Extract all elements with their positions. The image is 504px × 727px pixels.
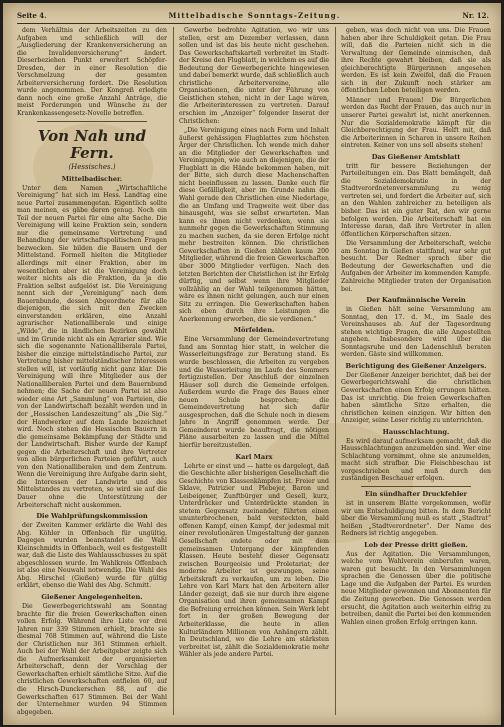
paragraph: Unter dem Namen „Wirtschaftliche Vereinigung“ hat sich im Hess. Landtag eine neue Partei zusammengetan. Eigentlich sollte man meinen, es gäbe deren genug. Noch ein Teil der neuen Partei für eine alte Sache. Die Vereinigung will keine Fraktion sein, sondern nur die gemeinsame Vertretung und Behandlung der wirtschaftspolitischen Fragen bezwecken. Sie bilden die Bauern und der Mittelstand. Formell hielten die Mitglieder allerdings mit einer Fraktion, aber im wesentlichen aber ist die Vereinigung doch weiter nichts als die Fraktion, da ja die Fraktion selbst aufgelöst ist. Die Vereinigung nennt sich der „Vereinigung“ nach dem Bauernbunde, dessen Abgeordnete für alle diejenigen, die sich mit den Zwecken einverstanden erklären, eine Anzahl agrarischer Nationalliberale und einige „Wilde“, die in ländlichen Bezirken gewählt und im Grunde nicht als ein Agrarier sind. Wie sich die sogenannte Nationalliberale Partei, bisher die einzige mittelständische Partei, zur Vertretung bisher mittelständischer Interessen stellen will, ist vorläufig nicht ganz klar. Die Vereinigung will ihre Mitglieder aus der Nationalliberalen Partei und dem Bauernbund nehmen; die Sache der neuen Partei ist also wieder eine Art „Sammlung“ von Parteien, die von der Landwirtschaft bezahlt werden und in der „Hessischen Landeszeitung“ als „Die Sig.“ der Handwerker auf dem Lande bezeichnet wird. Noch stehen die Hessischen Bauern in die gemeinsame Bekämpfung der Städte und der Landwirtschaft. Bisher wurde der Kampf gegen die Arbeiterschaft und ihre Vertreter von allen bürgerlichen Parteien geführt, auch von den Nationalliberalen und dem Zentrum. Wenn die Vereinigung ihre Aufgabe darin sieht, die Interessen der Landwirte und des Mittelstandes zu vertreten, so wird sie auf die Dauer ohne die Unterstützung der Arbeiterschaft nicht auskommen. bbox=[17, 184, 167, 509]
paragraph: in Gießen hält seine Versammlung am Sonntag, den 17. d. M., im Saale des Vereinshauses ab. Auf der Tagesordnung stehen wichtige Fragen, die alle Angestellten angehen. Insbesondere wird über die Sonntagsruhe und den Ladenschluß beraten werden. Gäste sind willkommen. bbox=[341, 306, 491, 359]
paragraph: Die Versammlung der Arbeiterschaft, welche am Sonntag in Gießen stattfand, war sehr gut besucht. Der Redner sprach über die Bedeutung der Gewerkschaften und die Aufgaben der Arbeiter im kommenden Kampfe. Zahlreiche Mitglieder traten der Organisation bei. bbox=[341, 240, 491, 293]
paragraph: geben, was doch nicht von uns. Die Frauen haben aber ihre Schuldigkeit getan. Die Frau will, daß die Parteien nicht sich in die Verwaltung der Gemeinde einmischen, daß ihre Rechte gewahrt bleiben, daß sie als gleichberechtigte Bürgerinnen angesehen werden. Es ist kein Zweifel, daß die Frauen sich in der Zukunft noch stärker am öffentlichen Leben beteiligen werden. bbox=[341, 27, 491, 95]
paragraph: tritt für bessere Beziehungen der Parteileitungen ein. Das Blatt bemängelt, daß die Sozialdemokratie in der Stadtverordnetenversammlung zu wenig vertreten sei, und fordert die Arbeiter auf, sich an den Wahlen zahlreicher zu beteiligen als bisher. Das ist ein guter Rat, den wir gerne befolgen werden. Die Arbeiterschaft hat ein Interesse daran, daß ihre Vertreter in allen öffentlichen Körperschaften sitzen. bbox=[341, 162, 491, 238]
column-divider bbox=[173, 27, 174, 715]
page-number: Seite 4. bbox=[17, 10, 47, 20]
article-heading: Ein sündhafter Druckfehler bbox=[364, 489, 467, 498]
article-heading: Die Wahlprüfungskommission bbox=[36, 512, 148, 521]
paragraph: Eine Versammlung der Gemeindevertretung fand am Sonntag hier statt, in welcher die Wasserleitungsfrage zur Beratung stand. Es wurde beschlossen, die Arbeiten zu vergeben und die Wasserleitung im Laufe des Sommers fertigzustellen. Der Anschluß der einzelnen Häuser soll durch die Gemeinde erfolgen. Außerdem wurde die Frage des Baues einer neuen Schule besprochen; die Gemeindevertretung hat sich dafür ausgesprochen, daß die Schule noch in diesem Jahre in Angriff genommen werde. Der Gemeinderat wurde beauftragt, die nötigen Pläne ausarbeiten zu lassen und die Mittel hierfür bereitzustellen. bbox=[179, 336, 329, 449]
column-2 bbox=[179, 27, 329, 717]
paragraph: Es wird darauf aufmerksam gemacht, daß die Hausschlachtungen anzumelden sind. Wer eine Schlachtung vornimmt, ohne sie anzumelden, macht sich strafbar. Die Fleischbeschau ist vorgeschrieben und muß durch den zuständigen Beschauer erfolgen. bbox=[341, 437, 491, 483]
paragraph: „Die Vereinigung eines nach Form und Inhalt äußerst gehässigen Flugblattes zum höchsten Ärger der Christlichen. Ich wende mich daher an die Mitglieder der Gewerkschaften und Vereinigungen, wie auch an diejenigen, die der Flugblatt in die Hände bekommen haben, mit der Bitte, sich durch diese Machenschaften nicht beeinflussen zu lassen. Danke euch für diese Gefälligkeit, aber im Grunde nahm die Wahl gerade den Christlichen eine Niederlage, die an Umfang und Tragweite weit über das hinausgeht, was sie selbst erwarteten. Man kann es ihnen nicht verdenken, wenn sie nunmehr gegen die Gewerkschaften Stimmung zu machen suchen, da sie deren Erfolge nicht mehr bestreiten können. Die christlichen Gewerkschaften in Gießen zählen kaum 200 Mitglieder, während die freien Gewerkschaften über 3000 Mitglieder verfügen. Nach den letzten Berichten der Christlichen ist ihr Erfolg dürftig, und selbst wenn ihre Mitglieder vollzählig an der Wahl teilgenommen hätten, wäre es ihnen nicht gelungen, auch nur einen Sitz zu erringen. Die Gewerkschaften haben sich eben durch ihre Leistungen die Anerkennung erworben, die sie verdienen.“ bbox=[179, 127, 329, 323]
article-heading: Hausschlachtung. bbox=[382, 427, 450, 436]
header-rule bbox=[17, 23, 489, 24]
section-subheadline: (Hessisches.) bbox=[68, 162, 116, 171]
article-heading: Lob der Presse dritt gießen. bbox=[364, 540, 468, 549]
paragraph: Männer und Frauen! Die Bürgerlichen werden das Recht der Frauen, das auch nur in unserer Partei gewahrt ist, nicht anerkennen. Nur die Sozialdemokratie kämpft für die Gleichberechtigung der Frau. Helft mit, daß die Arbeiterinnen in Scharen in unsere Reihen eintreten. Keiner von uns soll abseits stehen! bbox=[341, 96, 491, 150]
article-heading: Mörfelden. bbox=[233, 326, 275, 335]
paragraph: Gewerbe bedrohte Agitation, wo wir uns stellen, erst am Dezember verlassen, dann sollen und ist das bis heute nicht geschehen. Das Gewerkschaftskartell verbreitet im Stadt- der Kreise den Flugblatt, in welchem es auf die Bedeutung der Gewerbegerichte hingewiesen und dabei bemerkt wurde, daß schließlich auch christliche Arbeitervereine, alle Organisationen, die unter der Führung von Geistlichen stehen, nicht in der Lage wären, die Arbeiterinteressen zu vertreten. Darauf erschien im „Anzeiger“ folgender Inserat der Christlichen: bbox=[179, 27, 329, 125]
column-1 bbox=[17, 27, 167, 717]
paragraph: Aus der Agitation. Die Versammlungen, welche vom Wahlverein einberufen waren, waren gut besucht. In den Versammlungen sprachen die Genossen über die politische Lage und die Aufgaben der Partei. Es wurden neue Mitglieder gewonnen und Abonnenten für die Zeitung geworben. Die Genossen werden ersucht, die Agitation auch weiterhin eifrig zu betreiben, damit die Partei bei den kommenden Wahlen einen großen Erfolg erringen kann. bbox=[341, 550, 491, 626]
article-heading: Mittelbadischer. bbox=[61, 174, 123, 183]
article-heading: Der Kaufmännische Verein bbox=[366, 296, 466, 305]
article-heading: Das Gießener Amtsblatt bbox=[371, 152, 461, 161]
issue-number: Nr. 12. bbox=[462, 10, 489, 20]
column-divider bbox=[335, 27, 336, 715]
page-header bbox=[17, 9, 489, 21]
divider bbox=[37, 121, 147, 122]
article-heading: Gießener Angelegenheiten. bbox=[41, 593, 143, 601]
newspaper-page bbox=[3, 3, 501, 725]
divider bbox=[361, 486, 471, 487]
paragraph: der Zweiten Kammer erklärte die Wahl des Abg. Köhler in Offenbach für ungültig. Dagegen wurden beanstandet die Wahl Kleinschmidts in Offenbach, weil es festgestellt war, daß die Liste des Wahlausschusses zu spät abgeschlossen wurde. Im Wahlkreis Offenbach ist also eine Neuwahl notwendig. Die Wahl des Abg. Hirschel (Gießen) wurde für gültig erklärt, ebenso die Wahl des Abg. Schmitt. bbox=[17, 522, 167, 590]
article-heading: Berichtigung des Gießener Anzeigers. bbox=[345, 361, 487, 370]
section-headline: Von Nah und Fern. bbox=[37, 126, 147, 162]
column-3 bbox=[341, 27, 491, 717]
newspaper-title: Mittelbadische Sonntags-Zeitung. bbox=[168, 10, 341, 20]
paragraph: dem Verhältnis der Arbeitszeiten zu den Aufgaben und schließlich will der „Ausgliederung der Krankenversicherung an die Invalidenversicherung“ ändert. Dieserbeziehen Punkt erweitert Schöpfer-Dresden, der in einer Resolution die Verschmelzung der gesamten Arbeiterversicherung fordert. Die Resolution wurde angenommen. Der Kongreß erledigte dann noch eine große Anzahl Anträge, die meist Forderungen und Wünsche zu der Krankenkassengesetz-Novelle betreffen. bbox=[17, 27, 167, 118]
article-heading: Karl Marx bbox=[235, 452, 273, 461]
paragraph: Lehrte er einst und — hatte es dargelegt, daß die Geschichte aller bisherigen Gesellschaft die Geschichte von Klassenkämpfen ist. Freier und Sklave, Patrizier und Plebejer, Baron und Leibeigener, Zunftbürger und Gesell, kurz, Unterdrücker und Unterdrückte standen in stetem Gegensatz zueinander, führten einen ununterbrochenen, bald versteckten, bald offenen Kampf, einen Kampf, der jedesmal mit einer revolutionären Umgestaltung der ganzen Gesellschaft endete oder mit dem gemeinsamen Untergang der kämpfenden Klassen. Heute besteht dieser Gegensatz zwischen Bourgeoisie und Proletariat; der moderne Arbeiter ist gezwungen, seine Arbeitskraft zu verkaufen, um zu leben. Die Lehre von Karl Marx hat den Arbeitern aller Länder gezeigt, daß sie nur durch ihre eigene Organisation und ihren gemeinsamen Kampf die Befreiung erreichen können. Sein Werk lebt fort in der großen Bewegung der Arbeiterklasse, die heute in allen Kulturländern Millionen von Anhängern zählt. In Deutschland, wo die Lehre am stärksten verbreitet ist, zählt die Sozialdemokratie mehr Wähler als jede andere Partei. bbox=[179, 462, 329, 659]
paragraph: ist in unserem Blatte vorgekommen, wofür wir um Entschuldigung bitten. In dem Bericht über die Versammlung muß es statt „Stadtrat“ heißen „Stadtverordneter“. Der Name des Redners ist richtig angegeben. bbox=[341, 499, 491, 538]
paragraph: Der Gießener Anzeiger berichtet, daß bei der Gewerbegerichtswahl die christlichen Gewerkschaften einen Erfolg errungen hätten. Das ist unrichtig. Die freien Gewerkschaften haben sämtliche Sitze erhalten, die christlichen keinen einzigen. Wir bitten den Anzeiger, seine Leser richtig zu unterrichten. bbox=[341, 371, 491, 425]
paragraph: Die Gewerbegerichtswahl am Sonntag brachte für die freien Gewerkschaften einen vollen Erfolg. Während ihre Liste vor drei Jahren nur 339 Stimmen erhielt, brachte sie diesmal 768 Stimmen auf, während die Liste der Christlichen nur 361 Stimmen erhielt. Auch bei der Wahl der Arbeitgeber zeigte sich die Aufmerksamkeit der organisierten Arbeiterschaft, denn der Vorschlag der Gewerkschaften erhielt sämtliche Sitze. Auf die christlichen Gewerkschaften entfielen 60, auf die Hirsch-Dunckerschen 88, auf die Gewerkschaften 617 Stimmen. Bei der Wahl der Unternehmer wurden 94 Stimmen abgegeben. bbox=[17, 603, 167, 716]
